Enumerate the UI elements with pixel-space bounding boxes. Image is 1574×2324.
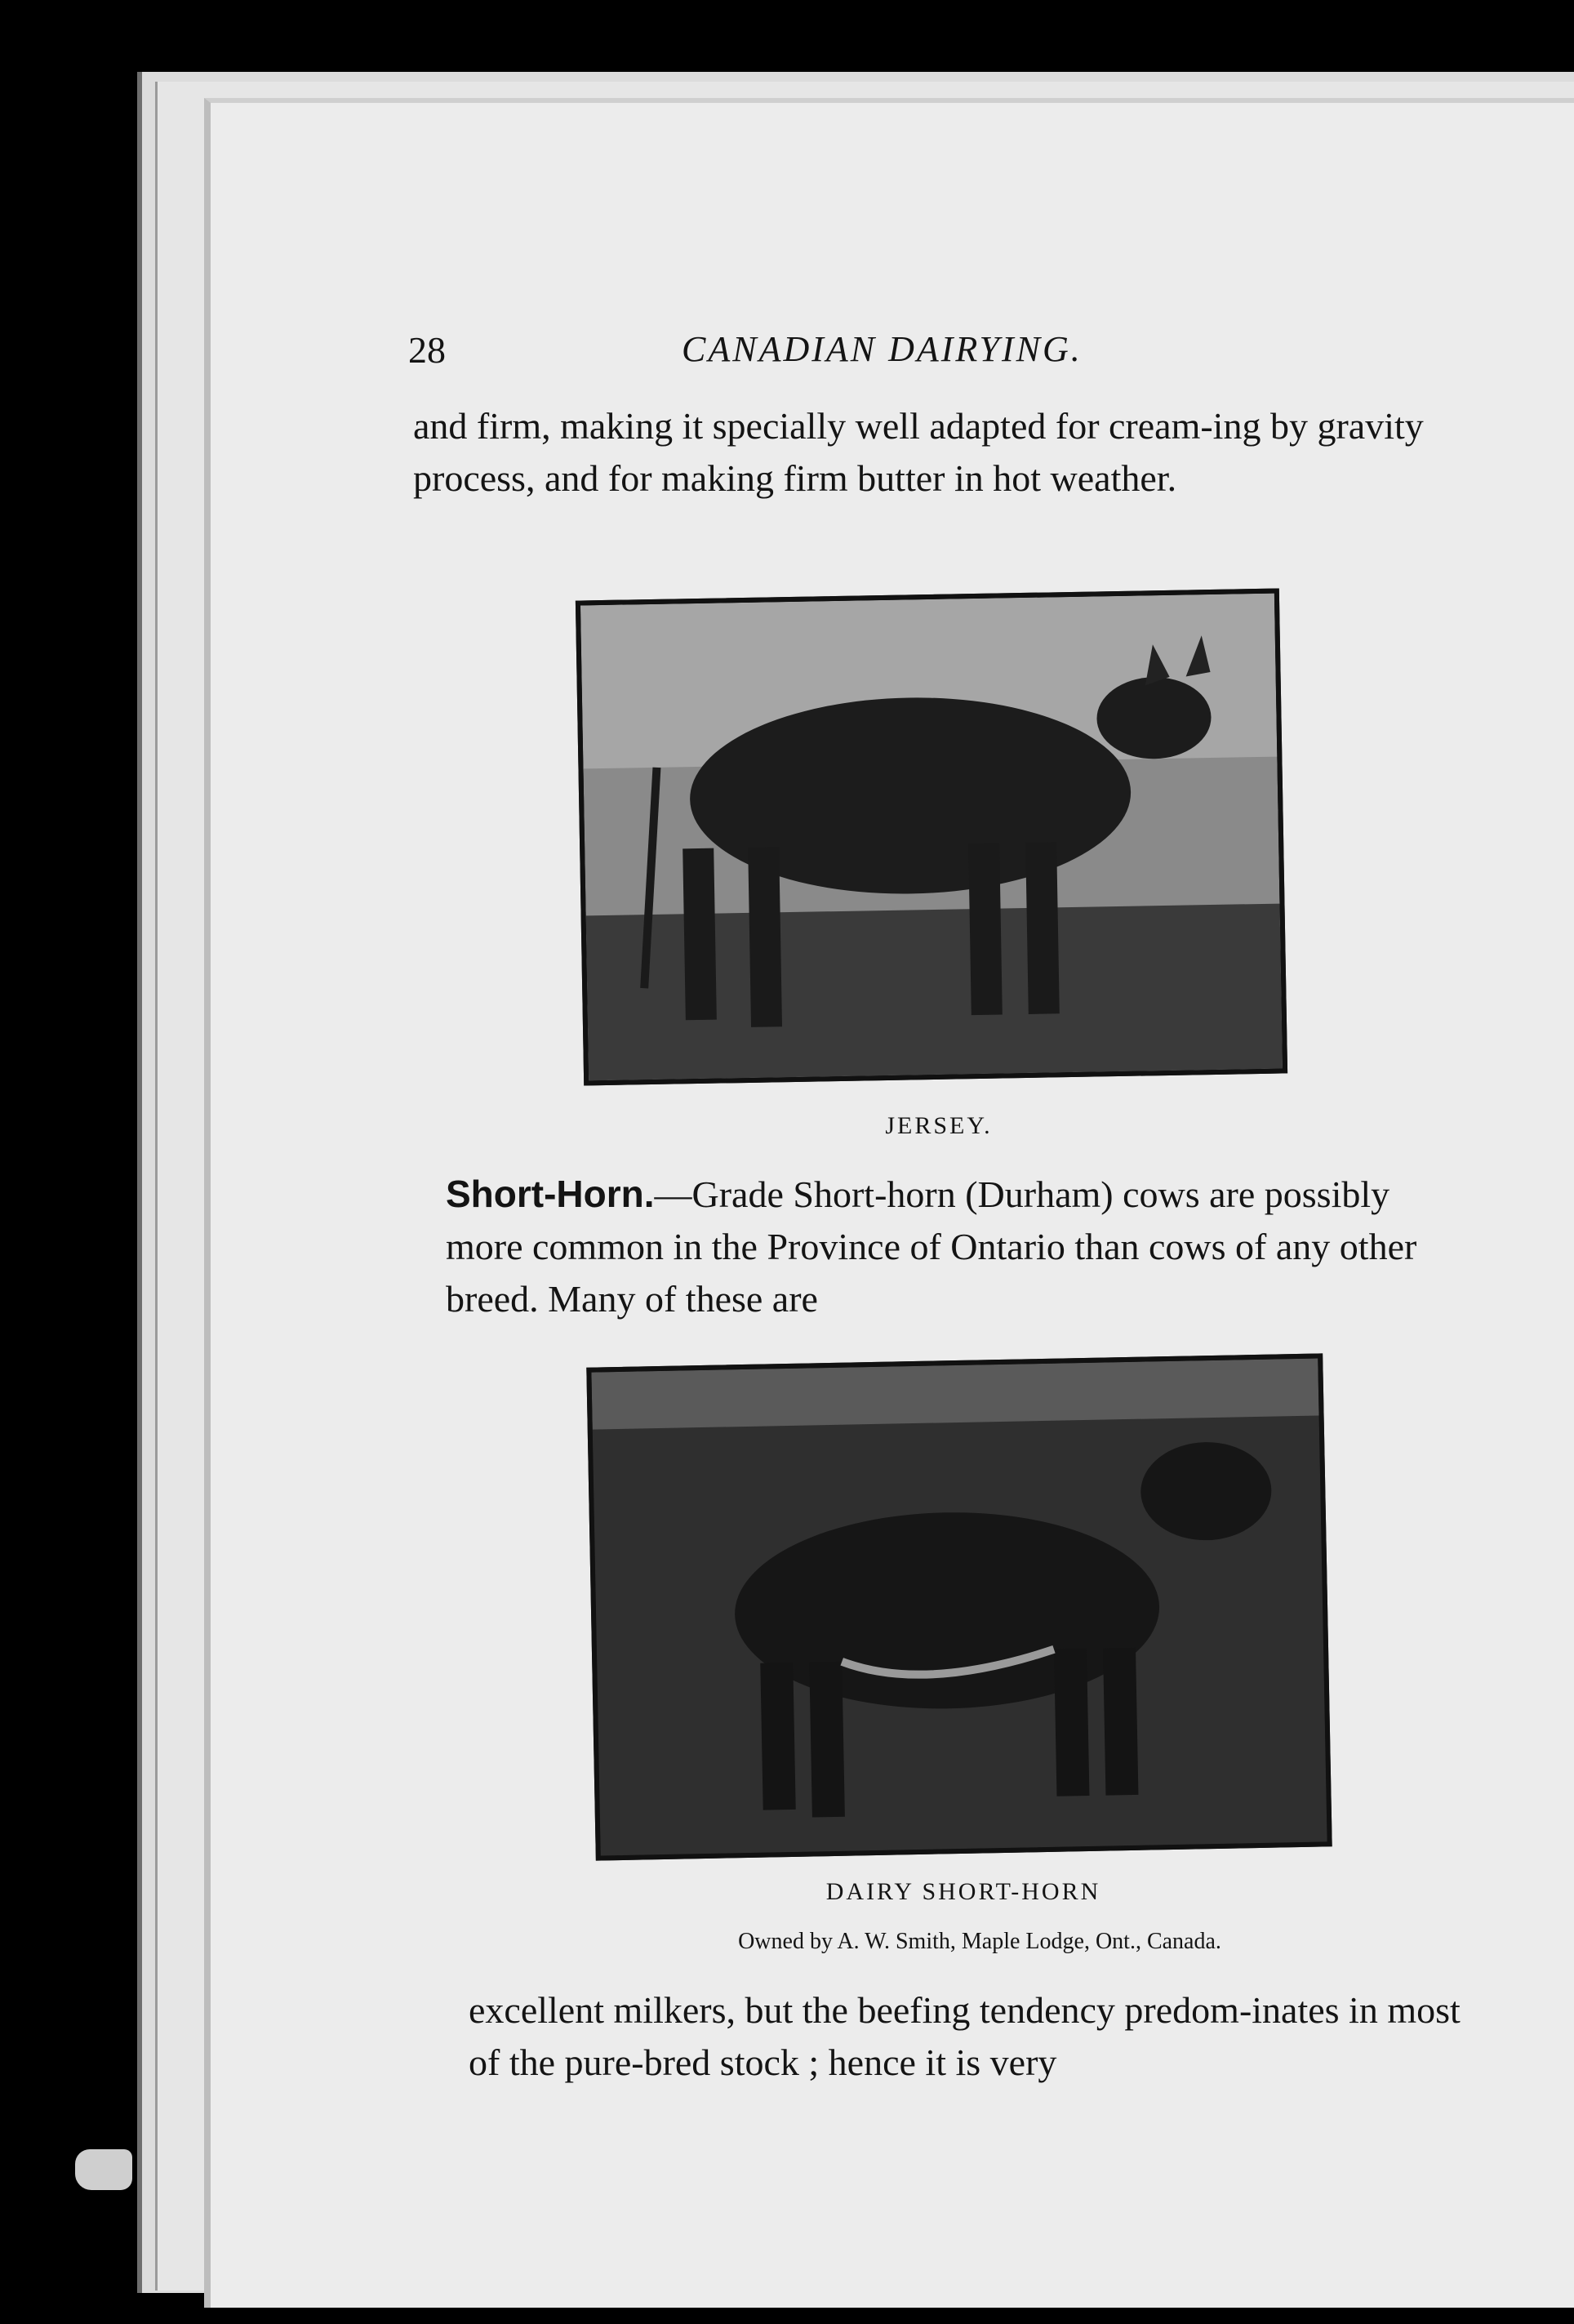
shorthorn-caption: DAIRY SHORT-HORN bbox=[825, 1878, 1101, 1905]
jersey-cow-photo bbox=[576, 589, 1287, 1086]
jersey-caption: JERSEY. bbox=[885, 1112, 993, 1139]
shorthorn-paragraph bbox=[446, 1168, 1458, 1325]
shorthorn-text: —Grade Short-horn (Durham) cows are possibly more common in the Province of Ontario than cows of any other breed. Many of these are bbox=[446, 1173, 1417, 1320]
running-title: CANADIAN DAIRYING. bbox=[682, 329, 1083, 369]
shorthorn-credit: Owned by A. W. Smith, Maple Lodge, Ont., Canada. bbox=[738, 1929, 1221, 1954]
closing-paragraph: excellent milkers, but the beefing tendency predom-inates in most of the pure-bred stock ; hence it is very bbox=[469, 1989, 1461, 2083]
dairy-shorthorn-photo bbox=[586, 1353, 1332, 1860]
page-number: 28 bbox=[408, 329, 446, 371]
shorthorn-heading: Short-Horn. bbox=[446, 1173, 655, 1215]
page-blemish bbox=[75, 2149, 132, 2190]
intro-paragraph: and firm, making it specially well adapted for cream-ing by gravity process, and for making firm butter in hot weather. bbox=[413, 405, 1424, 499]
